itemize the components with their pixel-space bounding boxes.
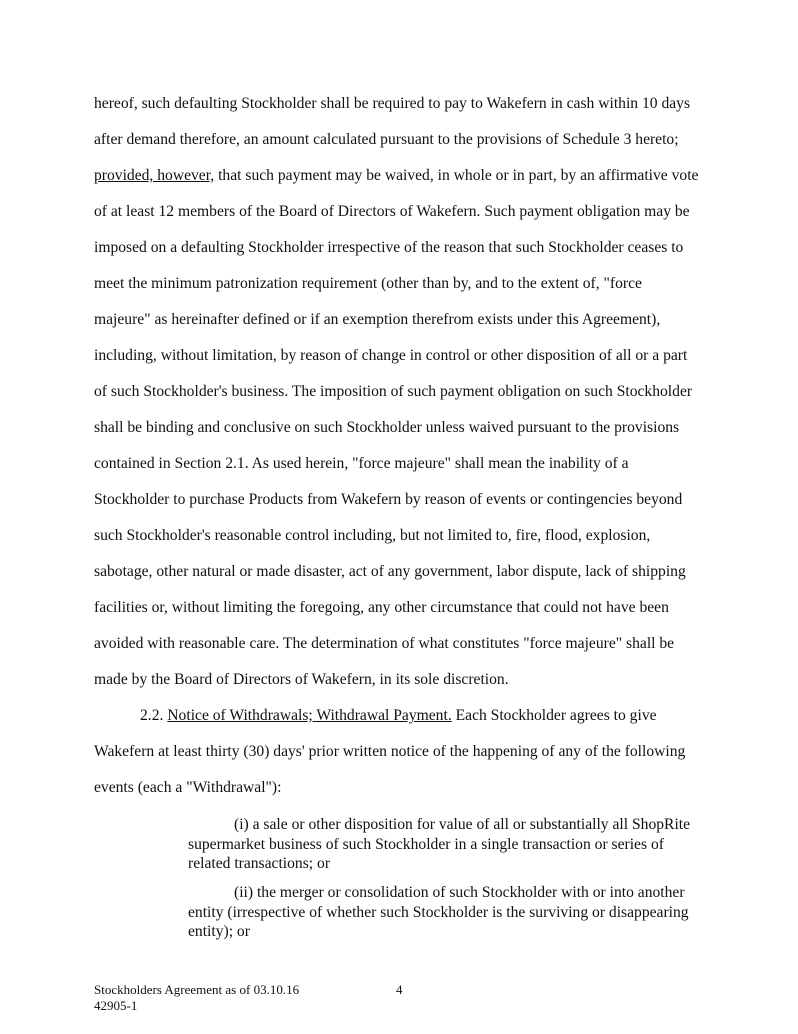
page-number: 4 <box>396 982 403 997</box>
footer-title: Stockholders Agreement as of 03.10.16 <box>94 982 300 997</box>
body-line-1: hereof, such defaulting Stockholder shall be required to pay to Wakefern in cash within 10 days <box>94 95 691 112</box>
list-item-ii <box>188 883 708 942</box>
list-item-i <box>188 815 708 874</box>
body-line-12: Stockholder to purchase Products from Wakefern by reason of events or contingencies beyond <box>94 491 683 508</box>
section-2-2-line-3: events (each a "Withdrawal"): <box>94 779 282 796</box>
section-heading: Notice of Withdrawals; Withdrawal Payment. <box>167 707 452 724</box>
list-item-ii-text: (ii) the merger or consolidation of such Stockholder with or into another entity (irrespective of whether such Stockholder is the surviving or disappearing entity); or <box>188 884 689 940</box>
section-number: 2.2. <box>140 707 164 724</box>
body-line-16: avoided with reasonable care. The determination of what constitutes "force majeure" shall be <box>94 635 675 652</box>
body-line-3-rest: that such payment may be waived, in whole or in part, by an affirmative vote <box>214 167 699 184</box>
body-line-2: after demand therefore, an amount calculated pursuant to the provisions of Schedule 3 hereto; <box>94 131 679 148</box>
body-line-10: shall be binding and conclusive on such Stockholder unless waived pursuant to the provisions <box>94 419 680 436</box>
body-line-5: imposed on a defaulting Stockholder irrespective of the reason that such Stockholder ceases to <box>94 239 684 256</box>
body-line-3 <box>94 166 698 186</box>
body-line-11: contained in Section 2.1. As used herein, "force majeure" shall mean the inability of a <box>94 455 629 472</box>
body-line-13: such Stockholder's reasonable control including, but not limited to, fire, flood, explosion, <box>94 527 651 544</box>
body-line-9: of such Stockholder's business. The imposition of such payment obligation on such Stockholder <box>94 383 693 400</box>
body-line-14: sabotage, other natural or made disaster, act of any government, labor dispute, lack of shipping <box>94 563 686 580</box>
body-line-8: including, without limitation, by reason of change in control or other disposition of all or a part <box>94 347 688 364</box>
footer-doc-id: 42905-1 <box>94 998 138 1013</box>
section-first-line-rest: Each Stockholder agrees to give <box>451 707 657 724</box>
section-2-2-first-line <box>140 706 657 726</box>
body-line-4: of at least 12 members of the Board of Directors of Wakefern. Such payment obligation may be <box>94 203 690 220</box>
section-2-2-line-2: Wakefern at least thirty (30) days' prior written notice of the happening of any of the following <box>94 743 686 760</box>
list-item-i-text: (i) a sale or other disposition for value of all or substantially all ShopRite supermarket business of such Stockholder in a single transaction or series of related transactions; or <box>188 816 691 872</box>
body-line-6: meet the minimum patronization requirement (other than by, and to the extent of, "force <box>94 275 642 292</box>
body-line-15: facilities or, without limiting the foregoing, any other circumstance that could not have been <box>94 599 669 616</box>
provided-however-emphasis: provided, however, <box>94 167 215 184</box>
body-line-17: made by the Board of Directors of Wakefern, in its sole discretion. <box>94 671 509 688</box>
body-line-7: majeure" as hereinafter defined or if an exemption therefrom exists under this Agreement), <box>94 311 661 328</box>
